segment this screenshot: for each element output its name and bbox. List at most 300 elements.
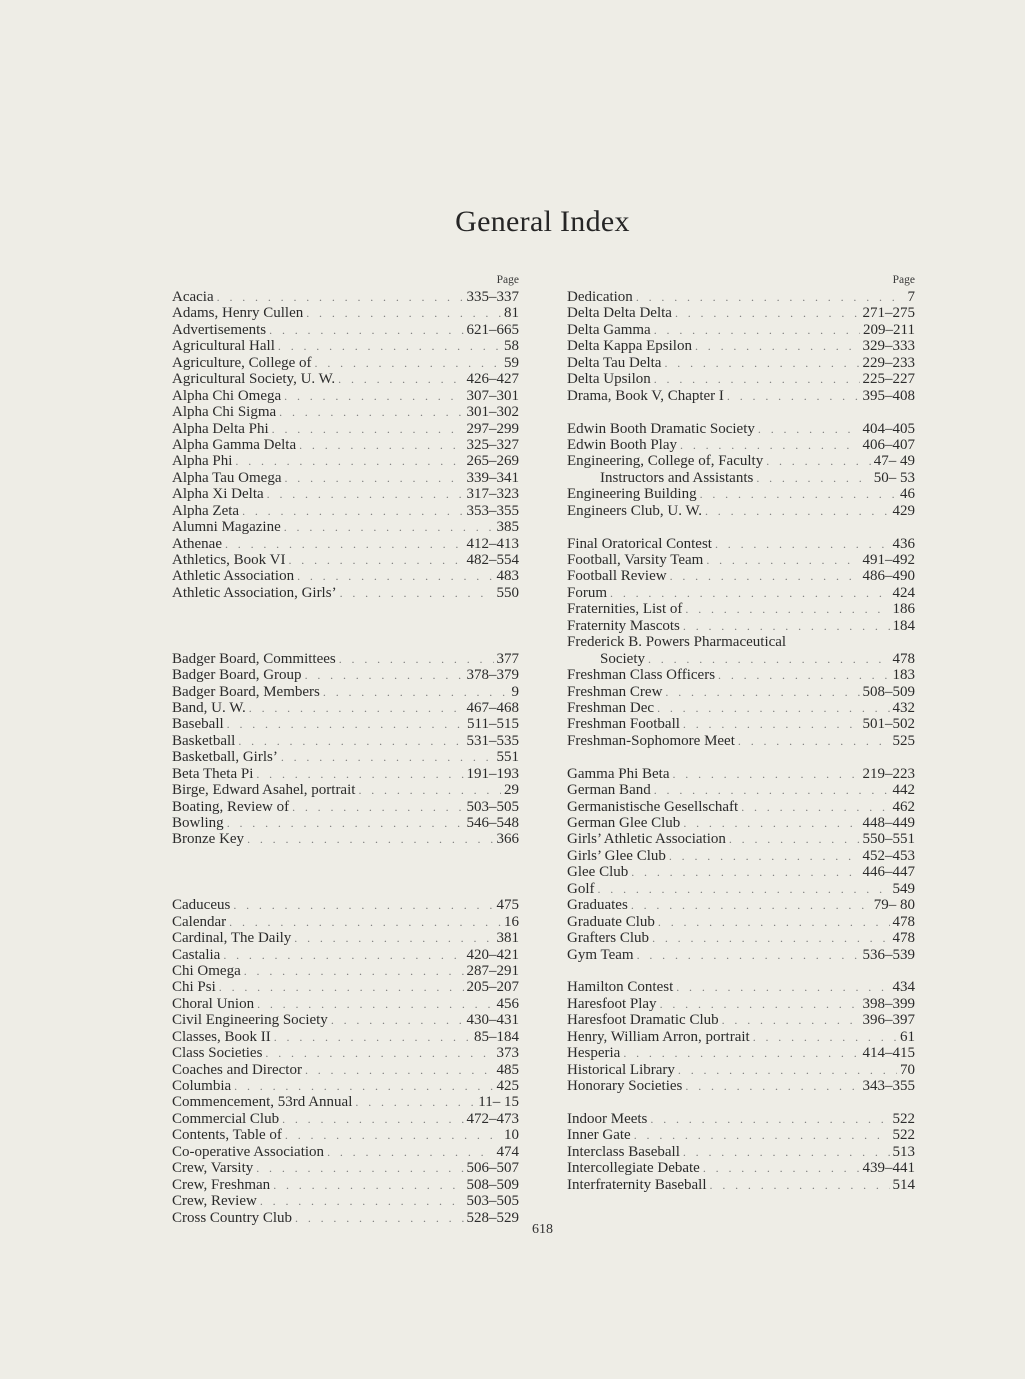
index-entry [567,700,915,716]
leader-dots [214,289,464,305]
entry-page: 436 [892,535,915,552]
entry-page: 531–535 [466,732,519,749]
leader-dots [352,1094,475,1110]
index-entry [567,930,915,946]
entry-page: 85–184 [474,1028,519,1045]
index-entry [567,338,915,354]
entry-name: Interfraternity Baseball [567,1176,707,1193]
entry-name: Cross Country Club [172,1209,293,1226]
entry-name: Athletic Association [172,568,295,585]
entry-page: 491–492 [862,552,915,568]
index-entry [567,716,915,732]
entry-page: 396–397 [862,1012,915,1029]
index-entry [172,667,519,683]
entry-page: 482–554 [466,552,519,568]
index-entry [567,684,915,700]
leader-dots [328,1012,464,1028]
entry-name: Graduate Club [567,913,655,930]
entry-name: Bowling [172,815,224,831]
entry-page: 287–291 [466,962,519,979]
index-entry [172,1144,519,1160]
entry-page: 430–431 [466,1012,519,1029]
index-entry [567,667,915,683]
index-entry [172,716,519,732]
index-entry [172,766,519,782]
entry-page: 79– 80 [873,897,915,914]
entry-page: 366 [496,831,519,848]
index-entry [172,897,519,913]
index-entry [172,404,519,420]
leader-dots [707,1177,890,1193]
entry-name: Alpha Delta Phi [172,420,269,437]
leader-dots [262,1045,493,1061]
entry-page: 522 [892,1127,915,1144]
entry-name: Indoor Meets [567,1110,648,1127]
entry-name: Hesperia [567,1045,621,1062]
leader-dots [222,536,464,552]
index-entry [567,815,915,831]
index-entry [172,536,519,552]
leader-dots [677,437,859,453]
entry-name: Bronze Key [172,831,245,848]
leader-dots [675,1062,897,1078]
entry-name: Co-operative Association [172,1143,325,1160]
entry-page: 317–323 [466,486,519,503]
entry-name: Golf [567,880,595,897]
index-entry [172,355,519,371]
entry-name: Hamilton Contest [567,979,674,996]
leader-dots [703,552,859,568]
entry-page: 514 [892,1176,915,1193]
entry-page: 10 [504,1127,519,1144]
leader-dots [666,848,860,864]
entry-name: Haresfoot Dramatic Club [567,1012,719,1029]
leader-dots [655,914,890,930]
entry-page: 478 [892,650,915,667]
leader-dots [231,1078,493,1094]
index-entry [172,700,519,716]
entry-page: 452–453 [862,847,915,864]
entry-page: 50– 53 [873,469,915,486]
index-entry [567,503,915,519]
leader-dots [735,733,890,749]
entry-page: 472–473 [466,1110,519,1127]
index-entry [567,1127,915,1143]
index-entry [567,1160,915,1176]
entry-page: 381 [496,930,519,947]
group-spacer [567,1094,915,1110]
leader-dots [278,749,494,765]
leader-dots [266,322,463,338]
group-spacer [567,404,915,420]
entry-page: 353–355 [466,502,519,519]
leader-dots [303,305,501,321]
entry-page: 70 [900,1061,915,1078]
index-entry [172,799,519,815]
leader-dots [680,815,859,831]
entry-page: 205–207 [466,979,519,996]
leader-dots [715,667,889,683]
leader-dots [239,503,463,519]
index-entry [567,1144,915,1160]
entry-page: 528–529 [466,1209,519,1226]
leader-dots [281,388,463,404]
leader-dots [282,1127,501,1143]
index-entry [567,371,915,387]
index-entry [567,421,915,437]
entry-page: 503–505 [466,1193,519,1210]
index-entry [567,864,915,880]
entry-page: 209–211 [863,321,915,338]
entry-name: German Band [567,782,651,799]
entry-page: 184 [892,617,915,634]
entry-name: Honorary Societies [567,1078,683,1094]
entry-page: 501–502 [862,716,915,733]
index-entry [567,766,915,782]
entry-name: Final Oratorical Contest [567,535,712,552]
entry-page: 373 [496,1045,519,1062]
entry-page: 378–379 [466,667,519,684]
index-entry [172,651,519,667]
index-entry [172,1012,519,1028]
leader-dots [296,437,463,453]
leader-dots [302,1062,494,1078]
entry-name: Agricultural Society, U. W. [172,371,336,388]
entry-page: 9 [511,683,519,700]
entry-page: 513 [892,1143,915,1160]
index-entry [567,799,915,815]
leader-dots [235,733,463,749]
leader-dots [224,815,464,831]
entry-page: 325–327 [466,436,519,453]
entry-name: Haresfoot Play [567,995,657,1012]
leader-dots [244,831,493,847]
leader-dots [628,864,859,880]
entry-page: 183 [892,667,915,684]
entry-name: Castalia [172,946,221,963]
entry-name: Girls’ Athletic Association [567,831,726,848]
index-entry [172,979,519,995]
entry-name: Historical Library [567,1061,675,1078]
entry-name: Germanistische Gesellschaft [567,798,739,815]
leader-dots [672,305,860,321]
page-column-label: Page [892,274,915,286]
index-entry [567,1111,915,1127]
index-entry [172,437,519,453]
entry-name: Contents, Table of [172,1127,282,1144]
index-entry [172,519,519,535]
leader-dots [631,1127,890,1143]
index-column-right [567,272,915,1193]
entry-name: Graduates [567,897,628,914]
entry-name: Football Review [567,568,667,585]
index-entry [567,322,915,338]
page-title: General Index [455,205,630,238]
index-entry [172,338,519,354]
entry-name: Freshman Football [567,716,680,733]
entry-name: Interclass Baseball [567,1143,680,1160]
entry-name: Intercollegiate Debate [567,1160,700,1177]
entry-page: 329–333 [862,338,915,355]
leader-dots [337,585,494,601]
entry-name: Alpha Chi Omega [172,387,282,404]
entry-name: Beta Theta Pi [172,765,254,782]
index-entry [172,782,519,798]
entry-name: Commencement, 53rd Annual [172,1094,353,1111]
entry-page: 343–355 [862,1078,915,1094]
index-entry [567,634,915,650]
leader-dots [645,651,890,667]
group-spacer [172,848,519,864]
index-entry [567,486,915,502]
index-entry [172,1160,519,1176]
entry-name: Engineers Club, U. W. [567,502,702,519]
entry-page: 81 [504,305,519,322]
entry-page: 265–269 [466,453,519,470]
entry-page: 425 [496,1078,519,1094]
entry-name: Cardinal, The Daily [172,930,292,947]
index-entry [172,1062,519,1078]
index-entry [567,1012,915,1028]
entry-name: Delta Kappa Epsilon [567,338,692,355]
entry-name: Band, U. W. [172,699,246,716]
entry-name: Forum [567,584,608,601]
index-entry [172,305,519,321]
leader-dots [738,799,889,815]
leader-dots [712,536,890,552]
index-entry [172,371,519,387]
entry-name: Chi Psi [172,979,216,996]
index-entry [172,914,519,930]
index-entry [172,552,519,568]
entry-page: 446–447 [862,864,915,881]
entry-name: Crew, Freshman [172,1176,271,1193]
entry-page: 525 [892,732,915,749]
leader-dots [254,996,493,1012]
leader-dots [241,963,464,979]
index-entry [172,568,519,584]
leader-dots [281,519,494,535]
entry-page: 467–468 [466,699,519,716]
index-entry [567,453,915,469]
leader-dots [312,355,501,371]
leader-dots [220,947,463,963]
leader-dots [285,552,463,568]
index-entry [172,503,519,519]
leader-dots [680,618,890,634]
entry-page: 511–515 [467,716,519,733]
entry-name: Engineering, College of, Faculty [567,453,764,470]
leader-dots [336,651,494,667]
leader-dots [335,371,463,387]
entry-name: Calendar [172,913,227,930]
entry-name: Coaches and Director [172,1061,302,1078]
leader-dots [682,601,889,617]
entry-name: Chi Omega [172,962,241,979]
index-entry [172,1111,519,1127]
entry-page: 46 [900,486,915,503]
entry-page: 271–275 [862,305,915,322]
group-spacer [567,963,915,979]
leader-dots [657,996,860,1012]
index-entry [172,749,519,765]
leader-dots [281,470,463,486]
group-spacer [172,881,519,897]
entry-name: Agriculture, College of [172,354,312,371]
entry-page: 503–505 [466,798,519,815]
leader-dots [294,568,493,584]
entry-name: Fraternity Mascots [567,617,680,634]
entry-name: Advertisements [172,321,267,338]
entry-name: Columbia [172,1078,232,1094]
entry-page: 483 [496,568,519,585]
index-entry [172,1094,519,1110]
index-entry [172,1177,519,1193]
index-entry [567,1062,915,1078]
entry-name: Badger Board, Group [172,667,302,684]
index-entry [567,289,915,305]
entry-page: 412–413 [466,535,519,552]
leader-dots [607,585,889,601]
page-column-label: Page [496,274,519,286]
entry-name: Alpha Zeta [172,502,240,519]
entry-page: 486–490 [862,568,915,585]
leader-dots [763,453,871,469]
leader-dots [680,716,860,732]
entry-name: Choral Union [172,995,255,1012]
entry-name: Alpha Tau Omega [172,469,282,486]
entry-name: Alpha Chi Sigma [172,404,277,421]
entry-name: Alpha Gamma Delta [172,436,297,453]
index-entry [567,782,915,798]
index-entry [172,1127,519,1143]
leader-dots [692,338,860,354]
leader-dots [291,930,493,946]
entry-page: 16 [504,913,519,930]
leader-dots [253,766,463,782]
index-entry [172,1029,519,1045]
leader-dots [253,1160,463,1176]
leader-dots [224,716,464,732]
entry-page: 442 [892,782,915,799]
index-entry [172,453,519,469]
entry-name: Gamma Phi Beta [567,765,670,782]
entry-page: 406–407 [862,436,915,453]
entry-page: 475 [496,897,519,914]
entry-name: Grafters Club [567,930,650,947]
entry-page: 7 [907,289,915,305]
leader-dots [750,1029,897,1045]
leader-dots [320,684,509,700]
index-entry [567,831,915,847]
entry-page: 478 [892,913,915,930]
leader-dots [276,404,463,420]
entry-page: 485 [496,1061,519,1078]
group-spacer [172,634,519,650]
index-entry [567,355,915,371]
leader-dots [669,766,859,782]
entry-name: Acacia [172,289,214,305]
index-entry [567,585,915,601]
entry-page: 47– 49 [873,453,915,470]
index-entry [567,1177,915,1193]
entry-page: 11– 15 [478,1094,519,1111]
entry-name: Inner Gate [567,1127,631,1144]
entry-name: Class Societies [172,1045,263,1062]
index-entry [567,536,915,552]
entry-page: 301–302 [466,404,519,421]
leader-dots [279,1111,463,1127]
entry-name: Badger Board, Members [172,683,320,700]
leader-dots [654,700,889,716]
entry-name: Glee Club [567,864,629,881]
entry-page: 420–421 [466,946,519,963]
index-entry [172,963,519,979]
leader-dots [289,799,463,815]
entry-name: Basketball, Girls’ [172,749,278,766]
leader-dots [651,322,860,338]
entry-name: Delta Gamma [567,321,651,338]
leader-dots [269,421,464,437]
index-entry [567,470,915,486]
entry-page: 550–551 [862,831,915,848]
entry-page: 297–299 [466,420,519,437]
index-entry [172,421,519,437]
leader-dots [649,930,889,946]
leader-dots [620,1045,859,1061]
index-entry [567,914,915,930]
index-entry [567,848,915,864]
index-entry [172,585,519,601]
index-column-left [172,272,519,1226]
leader-dots [232,453,463,469]
entry-page: 536–539 [862,946,915,963]
entry-page: 474 [496,1143,519,1160]
index-entry [172,930,519,946]
index-entry [567,947,915,963]
entry-name: Edwin Booth Play [567,436,678,453]
entry-page: 186 [892,601,915,618]
leader-dots [633,289,905,305]
entry-name: Drama, Book V, Chapter I [567,387,724,404]
entry-page: 429 [892,502,915,519]
leader-dots [680,1144,890,1160]
entry-name: Crew, Varsity [172,1160,254,1177]
leader-dots [724,388,860,404]
leader-dots [302,667,464,683]
entry-name: Alpha Phi [172,453,233,470]
leader-dots [755,421,860,437]
leader-dots [324,1144,493,1160]
entry-page: 398–399 [862,995,915,1012]
entry-name: Alpha Xi Delta [172,486,264,503]
entry-page: 191–193 [466,765,519,782]
entry-page: 229–233 [862,354,915,371]
entry-page: 426–427 [466,371,519,388]
index-entry [172,1045,519,1061]
index-entry [567,897,915,913]
leader-dots [595,881,890,897]
leader-dots [230,897,493,913]
entry-name: Agricultural Hall [172,338,275,355]
group-spacer [567,749,915,765]
entry-page: 58 [504,338,519,355]
entry-name: Society [600,650,645,667]
entry-page: 404–405 [862,420,915,437]
entry-page: 522 [892,1110,915,1127]
index-entry [567,1078,915,1094]
index-entry [172,733,519,749]
